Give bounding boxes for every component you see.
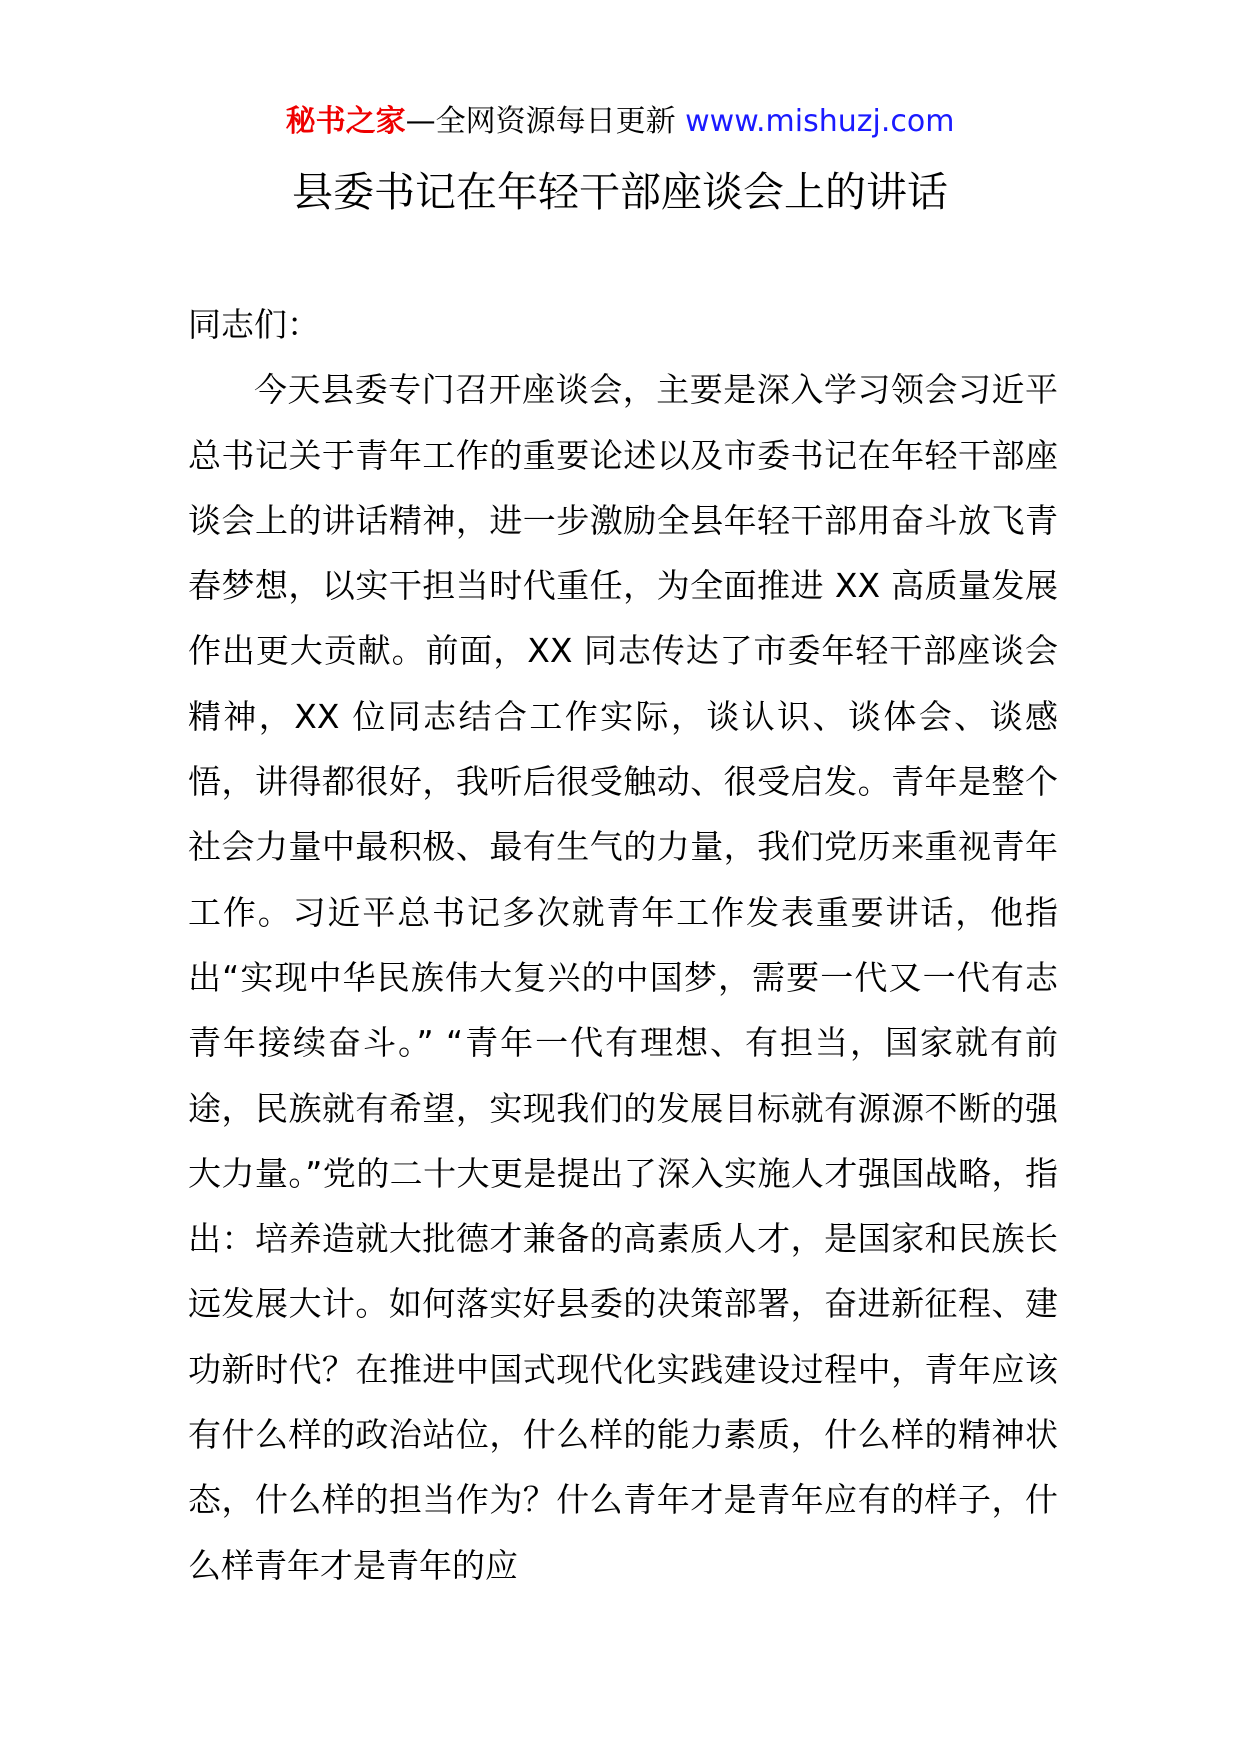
document-title: 县委书记在年轻干部座谈会上的讲话 — [292, 168, 948, 216]
salutation: 同志们： — [188, 305, 320, 344]
brand-name: 秘书之家 — [285, 104, 406, 139]
site-header — [0, 102, 1240, 142]
header-slogan: —全网资源每日更新 — [405, 104, 676, 139]
document-body — [188, 292, 1058, 1598]
site-url-link[interactable]: www.mishuzj.com — [685, 104, 955, 139]
body-paragraph: 今天县委专门召开座谈会，主要是深入学习领会习近平总书记关于青年工作的重要论述以及市委书记在年轻干部座谈会上的讲话精神，进一步激励全县年轻干部用奋斗放飞青春梦想，以实干担当时代重任，为全面推进 XX 高质量发展作出更大贡献。前面，XX 同志传达了市委年轻干部座谈会精神，XX 位同志结合工作实际，谈认识、谈体会、谈感悟，讲得都很好，我听后很受触动、很受启发。青年是整个社会力量中最积极、最有生气的力量，我们党历来重视青年工作。习近平总书记多次就青年工作发表重要讲话，他指出“实现中华民族伟大复兴的中国梦，需要一代又一代有志青年接续奋斗。” “青年一代有理想、有担当，国家就有前途，民族就有希望，实现我们的发展目标就有源源不断的强大力量。”党的二十大更是提出了深入实施人才强国战略，指出：培养造就大批德才兼备的高素质人才，是国家和民族长远发展大计。如何落实好县委的决策部署，奋进新征程、建功新时代？在推进中国式现代化实践建设过程中，青年应该有什么样的政治站位，什么样的能力素质，什么样的精神状态，什么样的担当作为？什么青年才是青年应有的样子，什么样青年才是青年的应 — [188, 370, 1058, 1585]
